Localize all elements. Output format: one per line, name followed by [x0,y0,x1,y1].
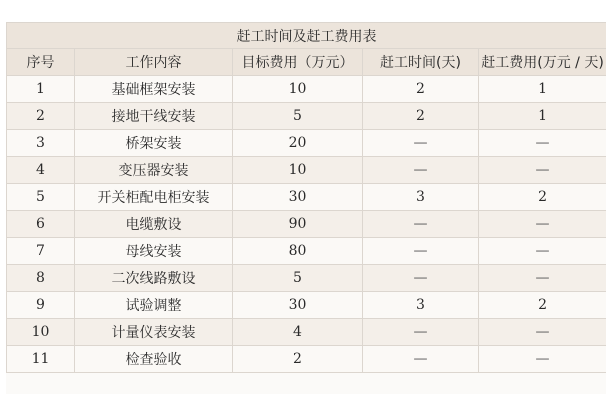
table-row [7,265,606,292]
cell-crash-cost: 2 [479,292,606,319]
cell-crash-cost: 1 [479,76,606,103]
cell-index: 4 [7,157,75,184]
header-crash-time: 赶工时间(天) [363,49,479,76]
cell-crash-time: — [363,319,479,346]
cell-target-cost: 4 [233,319,363,346]
cell-crash-cost: — [479,157,606,184]
cell-crash-time: — [363,238,479,265]
cell-task: 母线安装 [75,238,233,265]
cell-index: 7 [7,238,75,265]
header-index: 序号 [7,49,75,76]
table-row [7,211,606,238]
cell-task: 变压器安装 [75,157,233,184]
table-row [7,103,606,130]
cell-task: 接地干线安装 [75,103,233,130]
cell-index: 10 [7,319,75,346]
cell-crash-cost: 2 [479,184,606,211]
header-target-cost: 目标费用（万元） [233,49,363,76]
cell-crash-cost: — [479,319,606,346]
cell-crash-time: 3 [363,184,479,211]
cell-index: 6 [7,211,75,238]
table-row [7,319,606,346]
table-row [7,184,606,211]
cell-crash-cost: 1 [479,103,606,130]
cell-index: 8 [7,265,75,292]
cell-target-cost: 80 [233,238,363,265]
table-header-row [7,49,606,76]
cell-crash-cost: — [479,238,606,265]
table-row [7,157,606,184]
cell-target-cost: 20 [233,130,363,157]
cell-index: 11 [7,346,75,373]
table-row [7,346,606,373]
cell-task: 计量仪表安装 [75,319,233,346]
cell-task: 桥架安装 [75,130,233,157]
table-row [7,238,606,265]
cell-crash-time: — [363,265,479,292]
cell-target-cost: 10 [233,76,363,103]
cell-target-cost: 2 [233,346,363,373]
cell-target-cost: 5 [233,265,363,292]
cell-target-cost: 10 [233,157,363,184]
cell-task: 二次线路敷设 [75,265,233,292]
crash-cost-table-container [6,22,606,394]
cell-crash-cost: — [479,265,606,292]
cell-index: 9 [7,292,75,319]
table-row [7,130,606,157]
cell-index: 5 [7,184,75,211]
table-row [7,76,606,103]
cell-crash-time: — [363,211,479,238]
cell-crash-cost: — [479,130,606,157]
cell-crash-time: 2 [363,76,479,103]
cell-task: 开关柜配电柜安装 [75,184,233,211]
cell-crash-time: — [363,130,479,157]
cell-target-cost: 5 [233,103,363,130]
table-title: 赶工时间及赶工费用表 [7,23,606,49]
cell-index: 1 [7,76,75,103]
cell-crash-time: — [363,346,479,373]
cell-task: 检查验收 [75,346,233,373]
cell-task: 试验调整 [75,292,233,319]
cell-crash-time: 2 [363,103,479,130]
cell-target-cost: 30 [233,184,363,211]
header-task: 工作内容 [75,49,233,76]
cell-crash-time: 3 [363,292,479,319]
crash-cost-table [6,22,606,373]
cell-crash-cost: — [479,211,606,238]
cell-target-cost: 90 [233,211,363,238]
cell-crash-cost: — [479,346,606,373]
cell-index: 2 [7,103,75,130]
cell-task: 基础框架安装 [75,76,233,103]
table-row [7,292,606,319]
header-crash-cost: 赶工费用(万元 / 天) [479,49,606,76]
cell-target-cost: 30 [233,292,363,319]
cell-index: 3 [7,130,75,157]
cell-crash-time: — [363,157,479,184]
cell-task: 电缆敷设 [75,211,233,238]
